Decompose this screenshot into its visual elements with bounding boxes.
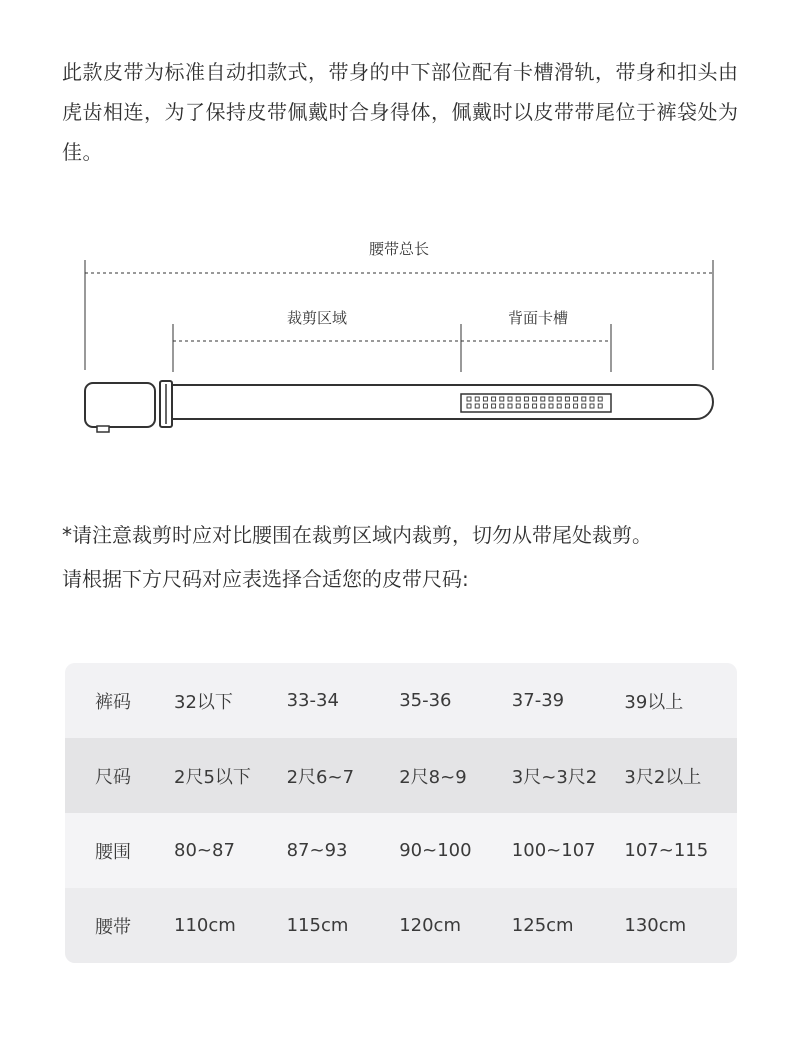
size-table (65, 663, 737, 963)
table-cell: 107~115 (624, 840, 709, 861)
table-cell: 32以下 (174, 691, 233, 713)
table-cell: 115cm (286, 915, 349, 936)
table-row-pants-size (65, 663, 737, 738)
belt-strap (172, 385, 713, 419)
table-cell: 37-39 (511, 690, 565, 711)
table-cell: 2尺6~7 (286, 766, 355, 788)
table-cell: 120cm (399, 915, 461, 936)
belt-buckle (85, 383, 155, 427)
row-header: 腰带 (95, 916, 131, 938)
table-cell: 100~107 (511, 840, 596, 861)
back-slot-label: 背面卡槽 (507, 309, 569, 327)
size-guide-note: 请根据下方尺码对应表选择合适您的皮带尺码: (62, 567, 469, 591)
table-cell: 87~93 (286, 840, 348, 861)
row-header: 裤码 (95, 691, 131, 713)
table-cell: 80~87 (174, 840, 235, 861)
table-cell: 3尺2以上 (624, 766, 702, 788)
table-row-chi-size (65, 738, 737, 813)
cut-warning-note: *请注意裁剪时应对比腰围在裁剪区域内裁剪，切勿从带尾处裁剪。 (62, 523, 652, 547)
notes (62, 513, 762, 601)
table-cell: 35-36 (399, 690, 452, 711)
belt-diagram-svg (0, 230, 790, 450)
belt-diagram (0, 230, 790, 450)
table-cell: 2尺8~9 (399, 766, 467, 788)
table-row-waist (65, 813, 737, 888)
intro-paragraph: 此款皮带为标准自动扣款式，带身的中下部位配有卡槽滑轨，带身和扣头由虎齿相连，为了保持皮带佩戴时合身得体，佩戴时以皮带带尾位于裤袋处为佳。 (62, 60, 739, 164)
table-cell: 110cm (174, 915, 236, 936)
total-length-label: 腰带总长 (368, 240, 430, 258)
cut-zone-label: 裁剪区域 (286, 309, 348, 327)
table-cell: 3尺~3尺2 (511, 766, 598, 788)
table-cell: 39以上 (624, 691, 684, 713)
table-cell: 33-34 (286, 690, 339, 711)
buckle-latch (97, 426, 109, 432)
table-cell: 130cm (624, 915, 687, 936)
table-cell: 125cm (511, 915, 574, 936)
table-row-belt-length (65, 888, 737, 963)
row-header: 腰围 (95, 841, 131, 863)
table-cell: 2尺5以下 (174, 766, 251, 788)
row-header: 尺码 (95, 766, 131, 788)
table-cell: 90~100 (399, 840, 472, 861)
